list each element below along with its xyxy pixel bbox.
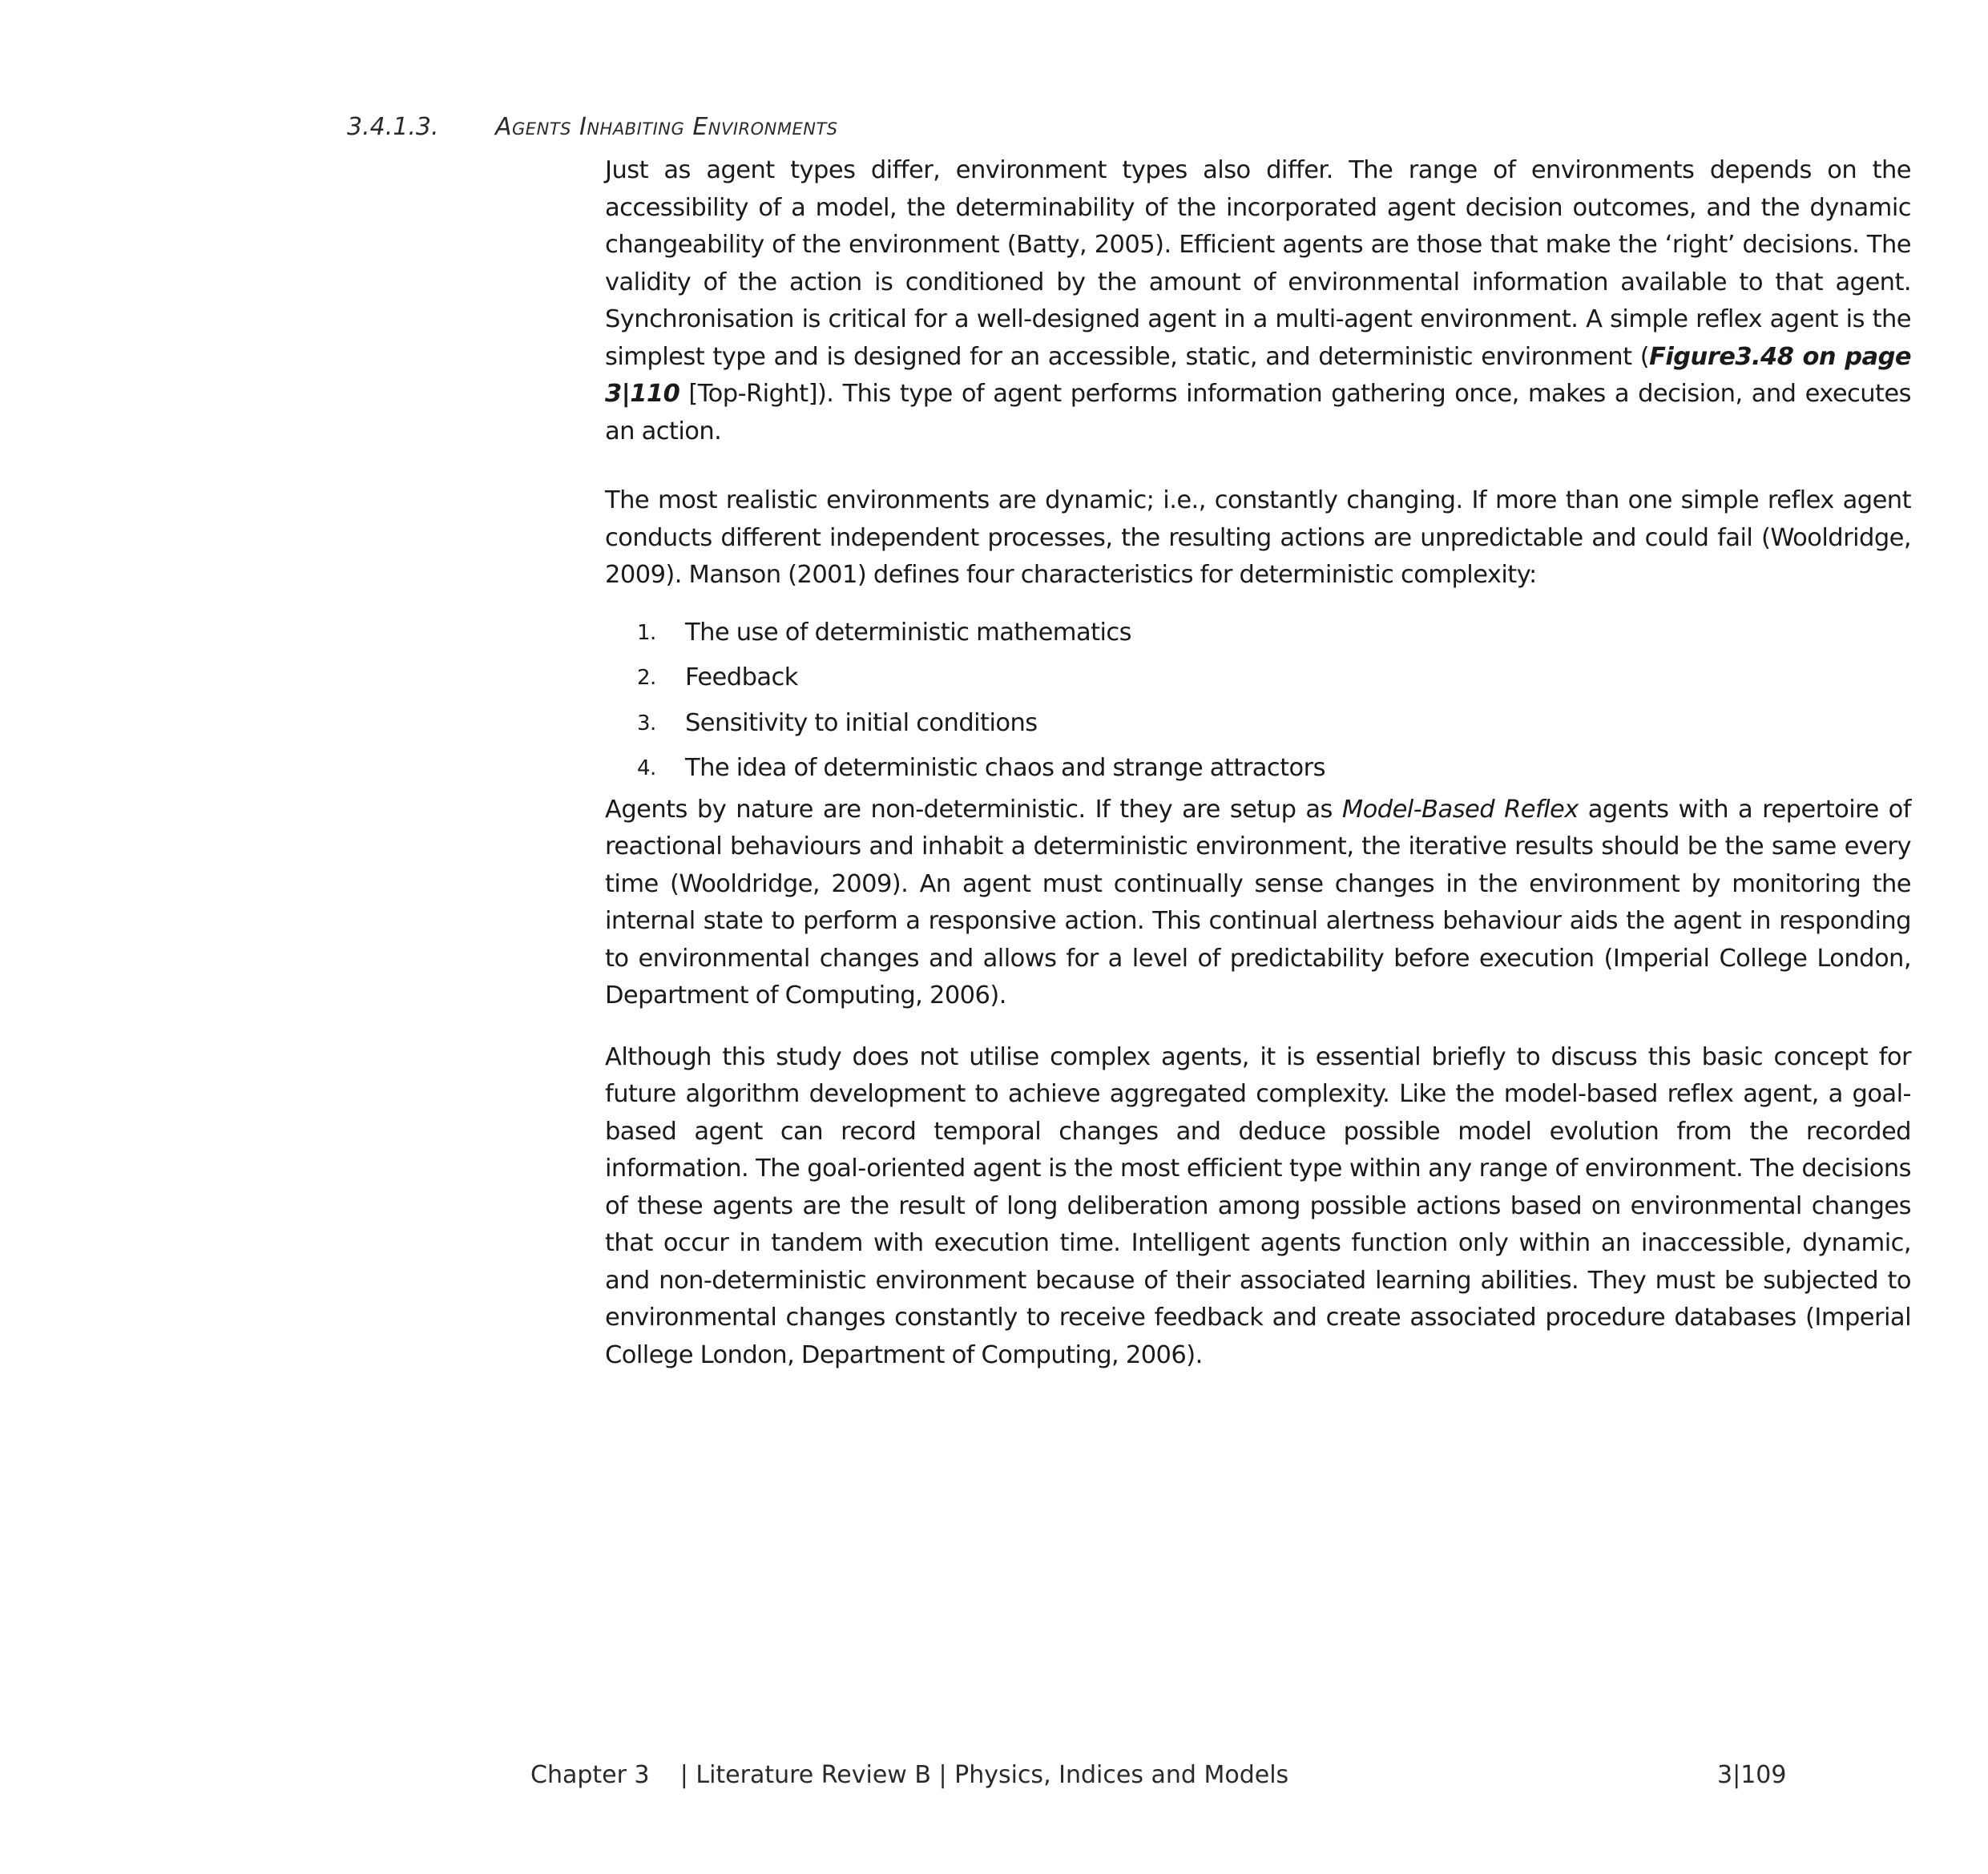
section-heading bbox=[347, 113, 838, 141]
paragraph-1-text-start: Just as agent types differ, environment types also differ. The range of environments depends on the accessibility of a model, the determinability of the incorporated agent decision outcomes, and the dynamic changeability of the environment (Batty, 2005). Efficient agents are those that make the ‘right’ decisions. The validity of the action is conditioned by the amount of environmental information available to that agent. Synchronisation is critical for a well-designed agent in a multi-agent environment. A simple reflex agent is the simplest type and is designed for an accessible, static, and deterministic environment ( bbox=[605, 156, 1911, 371]
list-item bbox=[605, 746, 1911, 792]
footer-chapter-label: Chapter 3 | Literature Review B | Physics, Indices and Models bbox=[530, 1761, 1289, 1789]
section-title: Agents Inhabiting Environments bbox=[495, 113, 838, 141]
section-number: 3.4.1.3. bbox=[347, 113, 439, 141]
list-item-text: The use of deterministic mathematics bbox=[685, 618, 1131, 647]
paragraph-3-text-start: Agents by nature are non-deterministic. If they are setup as bbox=[605, 795, 1342, 824]
footer-page-number: 3|109 bbox=[1717, 1761, 1787, 1789]
paragraph-4: Although this study does not utilise complex agents, it is essential briefly to discuss this basic concept for future algorithm development to achieve aggregated complexity. Like the model-based reflex agent, a goal-based agent can record temporal changes and deduce possible model evolution from the recorded information. The goal-oriented agent is the most efficient type within any range of environment. The decisions of these agents are the result of long deliberation among possible actions based on environmental changes that occur in tandem with execution time. Intelligent agents function only within an inaccessible, dynamic, and non-deterministic environment because of their associated learning abilities. They must be subjected to environmental changes constantly to receive feedback and create associated procedure databases (Imperial College London, Department of Computing, 2006). bbox=[605, 1042, 1911, 1369]
list-item-number: 4. bbox=[637, 756, 656, 780]
paragraph-3-text-end: agents with a repertoire of reactional behaviours and inhabit a deterministic environment, the iterative results should be the same every time (Wooldridge, 2009). An agent must continually sense changes in the environment by monitoring the internal state to perform a responsive action. This continual alertness behaviour aids the agent in responding to environmental changes and allows for a level of predictability before execution (Imperial College London, Department of Computing, 2006). bbox=[605, 795, 1911, 1010]
paragraph-2: The most realistic environments are dynamic; i.e., constantly changing. If more than one simple reflex agent conducts different independent processes, the resulting actions are unpredictable and could fail (Wooldridge, 2009). Manson (2001) defines four characteristics for deterministic complexity: bbox=[605, 486, 1911, 589]
list-item-number: 2. bbox=[637, 666, 656, 690]
list-item-number: 3. bbox=[637, 711, 656, 735]
figure-reference-link[interactable]: Figure3.48 on page 3|110 bbox=[605, 342, 1911, 408]
list-item-text: The idea of deterministic chaos and strange attractors bbox=[685, 754, 1325, 782]
body-text bbox=[605, 152, 1911, 1374]
paragraph-1-text-end: [Top-Right]). This type of agent performs information gathering once, makes a decision, and executes an action. bbox=[605, 380, 1911, 445]
list-item bbox=[605, 655, 1911, 701]
paragraph-3 bbox=[605, 792, 1911, 1015]
list-item bbox=[605, 611, 1911, 656]
characteristics-list bbox=[605, 611, 1911, 792]
list-item-text: Feedback bbox=[685, 663, 798, 691]
paragraph-1 bbox=[605, 152, 1911, 450]
list-item-number: 1. bbox=[637, 620, 656, 645]
list-item bbox=[605, 701, 1911, 747]
list-item-text: Sensitivity to initial conditions bbox=[685, 708, 1038, 737]
paragraph-3-italic-term: Model-Based Reflex bbox=[1341, 795, 1579, 824]
